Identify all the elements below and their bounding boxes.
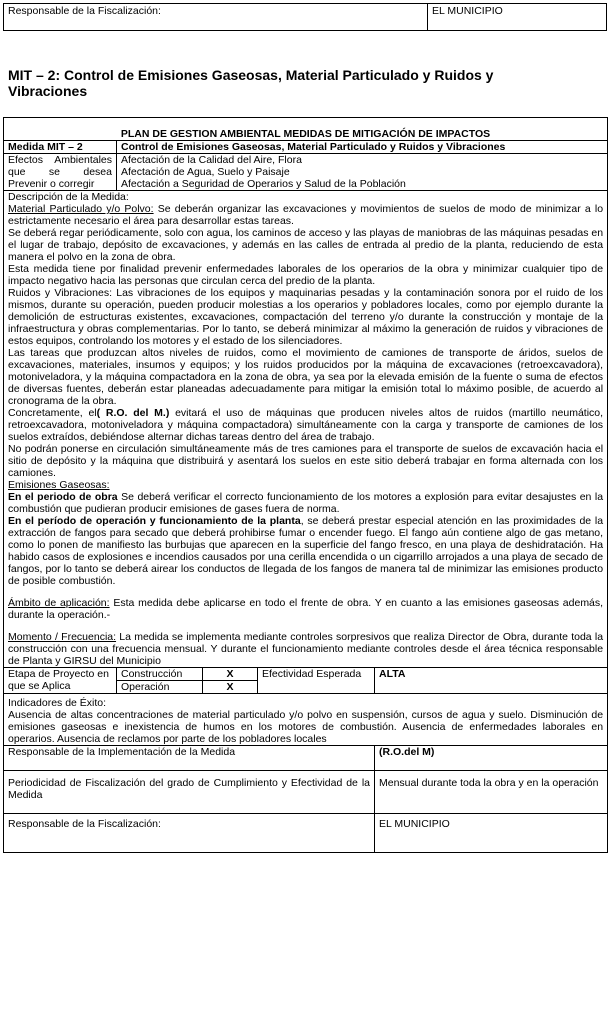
paragraph-concretamente-c: evitará el uso de máquinas que producen niveles altos de ruidos (martillo neumático, retroexcavadora, motoniveladora y máquina compactadora) simultáneamente con la carga y transporte de camiones de los suelos extraídos, debiéndose alternar dichas tareas dentro del área de trabajo.	[8, 407, 604, 443]
impl-label: Responsable de la Implementación de la Medida	[4, 746, 375, 771]
impl-value: (R.O.del M)	[375, 746, 608, 771]
periodo-operacion-text: , se deberá prestar especial atención en las proximidades de la extracción de fangos para secado que deberá prohibirse fumar o encender fuego. El fango aún contiene algo de gas metano, como lo ponen de manifiesto las burbujas que aparecen en la superficie del fango fresco, en una playa de deshidratación. Ha habido casos de explosiones e incendios causados por una cerilla encendida o un cigarrillo arrojados a una playa de secado de fangos, por lo tanto se deberá airear los conductos de llegada de los fangos de manera tal de minimizar las emisiones producto de posible combustión.	[8, 515, 604, 587]
effects-list	[117, 154, 608, 191]
paragraph-concretamente-a: Concretamente, el	[8, 407, 97, 419]
top-responsable-value: EL MUNICIPIO	[428, 4, 607, 31]
period-label: Periodicidad de Fiscalización del grado de Cumplimiento y Efectividad de la Medida	[4, 771, 375, 814]
stage-label: Etapa de Proyecto en que se Aplica	[4, 668, 117, 694]
measure-label: Medida MIT – 2	[4, 141, 117, 154]
effect-item: Afectación de Agua, Suelo y Paisaje	[121, 166, 290, 178]
momento-lead: Momento / Frecuencia:	[8, 631, 117, 643]
paragraph-camiones: No podrán ponerse en circulación simultáneamente más de tres camiones para el transporte de suelos de excavación hacia el sitio de depósito y la máquina que distribuirá y asentará los suelos en este sitio deberá trabajar en forma alternada con los camiones.	[8, 443, 604, 479]
top-responsable-label: Responsable de la Fiscalización:	[4, 4, 428, 31]
efectividad-label: Efectividad Esperada	[258, 668, 375, 694]
plan-table	[3, 117, 608, 853]
paragraph-tareas: Las tareas que produzcan altos niveles de ruidos, como el movimiento de camiones de transporte de áridos, suelos de excavaciones, materiales, insumos y equipos; y los ruidos producidos por la máquina de excavaciones (retroexcavadora), motoniveladora, y la máquina compactadora en la zona de obra, ya sea por la elevada emisión de la fuente o suma de efectos de diversas fuentes, deberán estar planeadas adecuadamente para mitigar la emisión total lo máximo posible, de acuerdo al cronograma de la obra.	[8, 347, 604, 407]
periodo-obra-lead: En el periodo de obra	[8, 491, 118, 503]
indicators-cell	[4, 694, 608, 746]
period-value: Mensual durante toda la obra y en la operación	[375, 771, 608, 814]
fisc-label: Responsable de la Fiscalización:	[4, 814, 375, 853]
stage-operacion-mark: X	[203, 681, 258, 694]
measure-title: Control de Emisiones Gaseosas, Material Particulado y Ruidos y Vibraciones	[117, 141, 608, 154]
description-cell	[4, 191, 608, 668]
stage-construccion-mark: X	[203, 668, 258, 681]
indicators-label: Indicadores de Éxito:	[8, 697, 107, 709]
periodo-operacion-lead: En el período de operación y funcionamiento de la planta	[8, 515, 301, 527]
paragraph-riego: Se deberá regar periódicamente, solo con agua, los caminos de acceso y las playas de maniobras de las máquinas pesadas en el lugar de trabajo, depósito de excavaciones, y además en las calles de entrada al predio de la planta, reduciendo de esta manera el polvo en la zona de obra.	[8, 227, 604, 263]
effects-label: Efectos Ambientales que se desea Prevenir o corregir	[4, 154, 117, 191]
indicators-text: Ausencia de altas concentraciones de material particulado y/o polvo en suspensión, cursos de agua y suelo. Disminución de emisiones gaseosas e inexistencia de humos en los motores de combustión. Ausencia de enfermedades laborales en operarios. Ausencia de reclamos por parte de los pobladores locales	[8, 709, 604, 745]
momento-text: La medida se implementa mediante controles sorpresivos que realiza Director de Obra, durante toda la construcción con una frecuencia mensual. Y durante el funcionamiento mediante controles desde el área técnica responsable de Planta y GIRSU del Municipio	[8, 631, 604, 667]
effect-item: Afectación a Seguridad de Operarios y Salud de la Población	[121, 178, 406, 190]
emisiones-heading: Emisiones Gaseosas:	[8, 479, 110, 491]
paragraph-finalidad: Esta medida tiene por finalidad prevenir enfermedades laborales de los operarios de la obra y minimizar cualquier tipo de impacto negativo hacia las personas que circulan cerca del predio de la planta.	[8, 263, 604, 287]
particulate-text: Se deberán organizar las excavaciones y movimientos de suelos de modo de minimizar a lo estrictamente necesario el área para desarrollar estas tareas.	[8, 203, 604, 227]
paragraph-concretamente-b: ( R.O. del M.)	[96, 407, 170, 419]
particulate-lead: Material Particulado y/o Polvo:	[8, 203, 154, 215]
ambito-lead: Ámbito de aplicación:	[8, 597, 110, 609]
section-title: MIT – 2: Control de Emisiones Gaseosas, Material Particulado y Ruidos y Vibraciones	[8, 67, 494, 99]
efectividad-value: ALTA	[375, 668, 608, 694]
description-label: Descripción de la Medida:	[8, 191, 129, 203]
plan-header: PLAN DE GESTION AMBIENTAL MEDIDAS DE MITIGACIÓN DE IMPACTOS	[4, 118, 608, 141]
periodo-obra-text: Se deberá verificar el correcto funcionamiento de los motores a explosión para evitar desajustes en la combustión que pudieran producir emisiones de gases fuera de norma.	[8, 491, 604, 515]
stage-operacion: Operación	[117, 681, 203, 694]
top-responsable-table	[3, 3, 607, 31]
ambito-text: Esta medida debe aplicarse en todo el frente de obra. Y en cuanto a las emisiones gaseosas además, durante la operación.-	[8, 597, 604, 621]
fisc-value: EL MUNICIPIO	[375, 814, 608, 853]
paragraph-ruidos: Ruidos y Vibraciones: Las vibraciones de los equipos y maquinarias pesadas y la contaminación sonora por el ruido de los mismos, durante su operación, pueden producir molestias a los operarios y pobladores locales, como por ejemplo durante la demolición de estructuras existentes, excavaciones, compactación del terreno y/o durante la construcción y montaje de la infraestructura y obras complementarias. Por lo tanto, se deberá minimizar al máximo la generación de ruidos y vibraciones de estos equipos, controlando los motores y el estado de los silenciadores.	[8, 287, 604, 347]
effect-item: Afectación de la Calidad del Aire, Flora	[121, 154, 302, 166]
stage-construccion: Construcción	[117, 668, 203, 681]
